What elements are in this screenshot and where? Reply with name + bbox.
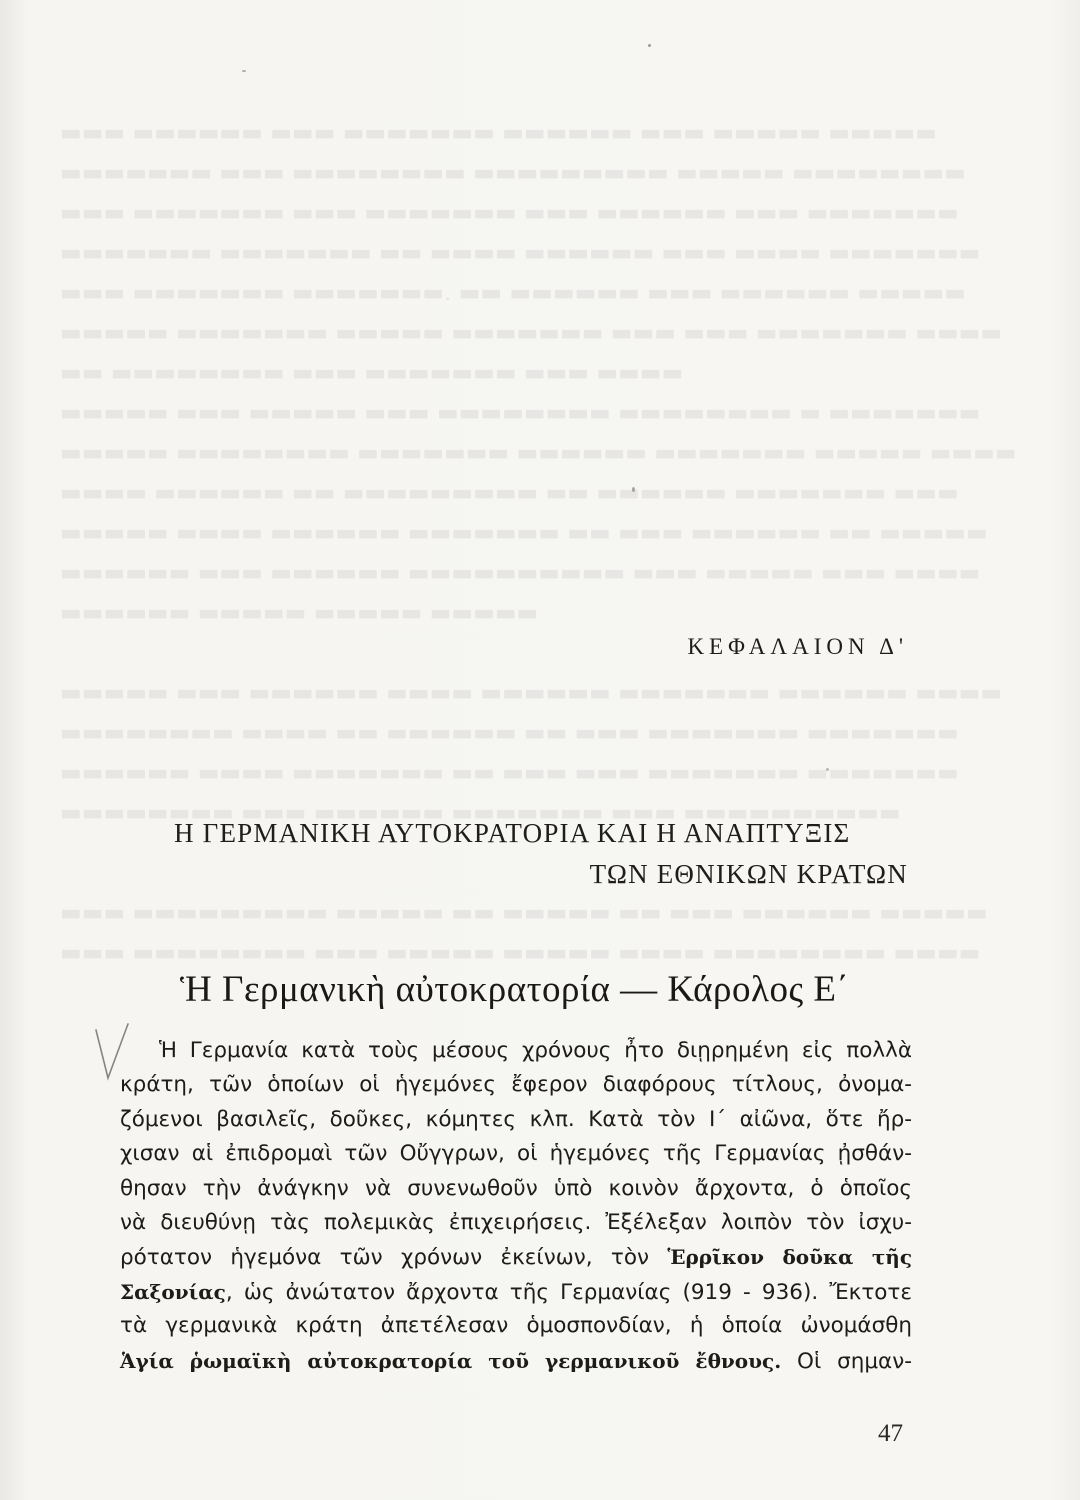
- bleed-through-line: ▬▬▬ ▬▬▬▬▬▬▬ ▬▬▬ ▬▬▬▬▬▬▬ ▬▬▬ ▬▬▬▬▬▬ ▬▬▬ ▬▬▬▬▬▬▬: [60, 200, 959, 226]
- dust-speck: [632, 487, 635, 492]
- bleed-through-line: ▬▬▬▬▬ ▬▬▬▬▬▬▬ ▬▬▬▬▬ ▬▬▬▬▬▬▬ ▬▬▬ ▬▬▬ ▬▬▬▬▬▬▬ ▬▬▬▬: [60, 320, 1003, 346]
- body-line: νὰ διευθύνῃ τὰς πολεμικὰς ἐπιχειρήσεις. Ἐξέλεξαν λοιπὸν τὸν ἰσχυ-: [120, 1209, 912, 1235]
- bleed-through-line: ▬▬▬▬▬▬ ▬▬▬▬ ▬▬▬▬▬▬▬ ▬▬ ▬▬▬ ▬▬▬ ▬▬▬▬▬▬▬ ▬▬▬▬▬▬▬: [60, 760, 959, 786]
- bleed-through-line: ▬▬▬▬▬ ▬▬▬ ▬▬▬▬▬▬ ▬▬▬▬ ▬▬▬▬▬▬ ▬▬▬▬▬▬▬ ▬▬▬▬▬▬ ▬▬▬▬: [60, 680, 1003, 706]
- bleed-through-line: ▬▬▬▬▬▬▬ ▬▬▬ ▬▬▬▬▬▬▬▬ ▬▬▬▬▬▬▬▬▬ ▬▬▬▬▬ ▬▬▬▬▬▬▬▬: [60, 160, 966, 186]
- bleed-through-line: ▬▬▬▬▬ ▬▬▬▬▬▬▬▬ ▬▬▬▬▬▬▬ ▬▬▬▬▬▬ ▬▬▬▬▬▬▬ ▬▬▬▬▬ ▬▬▬▬: [60, 440, 1017, 466]
- body-line: [120, 1240, 912, 1274]
- bleed-through-line: ▬▬▬▬▬ ▬▬▬▬ ▬▬▬▬▬▬ ▬▬▬▬▬▬▬ ▬▬ ▬▬▬ ▬▬▬▬▬▬ ▬▬ ▬▬▬▬▬: [60, 520, 988, 546]
- chapter-label: ΚΕΦΑΛΑΙΟΝ Δ': [687, 634, 908, 659]
- bold-term-henry: Ἑρρῖκον δοῦκα τῆς: [667, 1245, 913, 1270]
- bleed-through-line: ▬▬▬▬▬▬▬▬ ▬▬▬ ▬▬▬▬▬▬ ▬▬▬▬▬▬▬ ▬▬▬ ▬▬▬▬▬▬▬▬▬▬: [60, 800, 901, 826]
- body-line: Ἡ Γερμανία κατὰ τοὺς μέσους χρόνους ἦτο διῃρημένη εἰς πολλὰ: [159, 1038, 912, 1063]
- page-number: 47: [878, 1420, 903, 1447]
- body-text-segment: Οἱ σημαν-: [781, 1348, 912, 1374]
- body-line: κράτη, τῶν ὁποίων οἱ ἡγεμόνες ἔφερον διαφόρους τίτλους, ὀνομα-: [120, 1072, 912, 1098]
- bleed-through-line: ▬▬▬ ▬▬▬▬▬▬▬▬▬ ▬▬▬▬▬ ▬▬ ▬▬▬▬▬ ▬▬ ▬▬▬ ▬▬▬▬▬▬ ▬▬▬▬▬: [60, 900, 988, 926]
- bleed-through-line: ▬▬▬▬▬▬▬ ▬▬▬▬▬▬▬ ▬▬ ▬▬▬▬ ▬▬▬▬▬▬ ▬▬▬ ▬▬▬▬ ▬▬▬▬▬▬▬: [60, 240, 981, 266]
- body-line: τὰ γερμανικὰ κράτη ἀπετέλεσαν ὁμοσπονδίαν, ἡ ὁποία ὠνομάσθη: [120, 1313, 912, 1339]
- dust-speck: [242, 70, 246, 72]
- body-line: [120, 1275, 912, 1309]
- chapter-title-line-1: Η ΓΕΡΜΑΝΙΚΗ ΑΥΤΟΚΡΑΤΟΡΙΑ ΚΑΙ Η ΑΝΑΠΤΥΞΙΣ: [174, 818, 851, 848]
- dust-speck: [648, 44, 651, 47]
- bold-term-holy-roman-empire: Ἁγία ῥωμαϊκὴ αὐτοκρατορία τοῦ γερμανικοῦ ἔθνους.: [120, 1348, 782, 1373]
- chapter-title-line-2: ΤΩΝ ΕΘΝΙΚΩΝ ΚΡΑΤΩΝ: [589, 859, 908, 889]
- section-heading: Ἡ Γερμανικὴ αὐτοκρατορία — Κάρολος Ε΄: [180, 969, 850, 1010]
- bleed-through-line: ▬▬▬▬▬ ▬▬▬ ▬▬▬▬▬ ▬▬▬ ▬▬▬▬▬▬▬▬ ▬▬▬▬▬▬▬▬ ▬ ▬▬▬▬▬▬▬: [60, 400, 981, 426]
- body-paragraph: [120, 1034, 912, 1378]
- body-text-segment: ρότατον ἡγεμόνα τῶν χρόνων ἐκείνων, τὸν: [120, 1245, 668, 1271]
- bleed-through-line: ▬▬ ▬▬▬▬▬▬▬▬ ▬▬▬ ▬▬▬▬▬▬▬ ▬▬▬ ▬▬▬▬: [60, 360, 684, 386]
- body-line: θησαν τὴν ἀνάγκην νὰ συνενωθοῦν ὑπὸ κοινὸν ἄρχοντα, ὁ ὁποῖος: [120, 1175, 912, 1201]
- bleed-through-line: ▬▬▬▬ ▬▬▬▬▬▬ ▬▬ ▬▬▬▬▬▬▬▬▬ ▬▬ ▬▬▬▬▬▬ ▬▬▬▬▬▬▬ ▬▬▬: [60, 480, 959, 506]
- bleed-through-line: ▬▬▬▬▬▬ ▬▬▬▬▬ ▬▬▬▬▬ ▬▬▬▬▬: [60, 600, 539, 626]
- bleed-through-line: ▬▬▬ ▬▬▬▬▬▬▬ ▬▬▬▬▬▬▬. ▬▬ ▬▬▬▬▬▬ ▬▬▬ ▬▬▬▬▬▬ ▬▬▬▬▬: [60, 280, 966, 306]
- bleed-through-line: ▬▬▬ ▬▬▬▬▬▬ ▬▬▬ ▬▬▬▬▬▬▬ ▬▬▬▬▬▬ ▬▬▬ ▬▬▬▬▬ ▬▬▬▬▬: [60, 120, 937, 146]
- body-text-segment: , ὡς ἀνώτατον ἄρχοντα τῆς Γερμανίας (919 - 936). Ἔκτοτε: [225, 1279, 912, 1305]
- body-line: ζόμενοι βασιλεῖς, δοῦκες, κόμητες κλπ. Κατὰ τὸν Ι΄ αἰῶνα, ὅτε ἤρ-: [120, 1106, 912, 1132]
- bleed-through-line: ▬▬▬▬▬▬ ▬▬▬ ▬▬▬▬▬▬ ▬▬▬▬▬▬▬▬▬▬ ▬▬▬ ▬▬▬▬▬ ▬▬▬ ▬▬▬▬: [60, 560, 981, 586]
- bleed-through-line: ▬▬▬ ▬▬▬▬▬▬▬▬ ▬▬▬ ▬▬▬▬▬ ▬▬▬▬▬ ▬▬▬▬ ▬▬▬▬▬▬▬▬ ▬▬▬▬: [60, 940, 981, 966]
- body-line: χισαν αἱ ἐπιδρομαὶ τῶν Οὔγγρων, οἱ ἡγεμόνες τῆς Γερμανίας ᾐσθάν-: [120, 1141, 912, 1167]
- dust-speck: [826, 768, 829, 771]
- bleed-through-line: ▬▬▬▬▬▬▬▬ ▬▬▬▬ ▬▬ ▬▬▬▬▬▬ ▬▬ ▬▬▬ ▬▬▬▬▬▬▬ ▬▬▬▬▬▬▬: [60, 720, 959, 746]
- bold-term-saxony: Σαξονίας: [120, 1279, 226, 1304]
- body-line: [120, 1344, 912, 1378]
